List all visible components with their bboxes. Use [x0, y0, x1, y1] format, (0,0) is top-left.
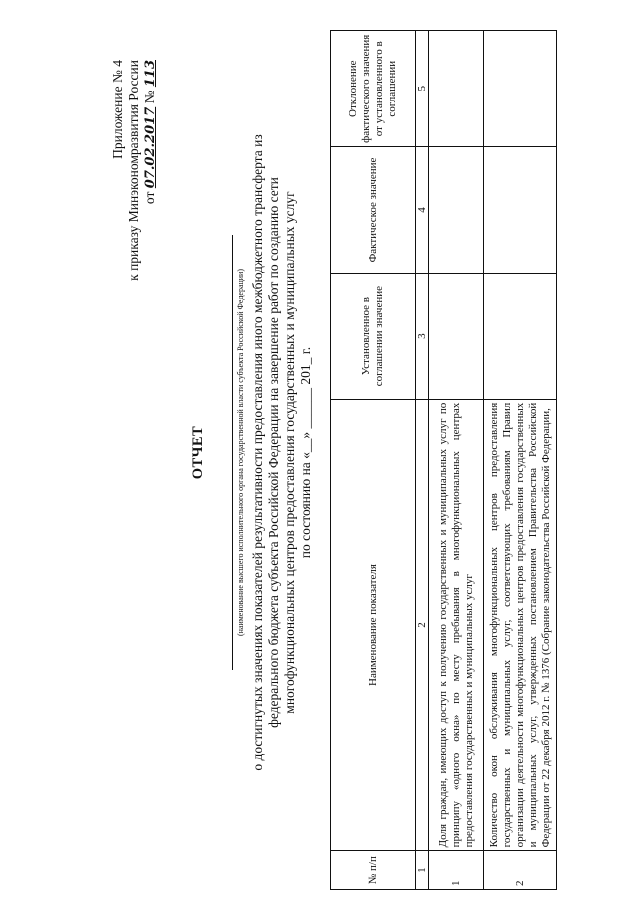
- row-actual-value: [484, 147, 557, 273]
- description-line-1: о достигнутых значениях показателей результативности предоставления иного межбюджетного трансферта из: [250, 134, 265, 771]
- header-planned-value: Установленное в соглашении значение: [331, 273, 416, 399]
- indicators-table: [330, 30, 557, 890]
- header-number: № п/п: [331, 851, 416, 890]
- description-line-3: многофункциональных центров предоставления государственных и муниципальных услуг: [282, 191, 297, 714]
- row-indicator-name: Доля граждан, имеющих доступ к получению государственных и муниципальных услуг по принципу «одного окна» по месту пребывания в многофункциональных центрах предоставления государственных и муниципальных услуг: [429, 399, 484, 851]
- table-row: [484, 31, 557, 890]
- row-deviation: [429, 31, 484, 147]
- column-index: 3: [416, 273, 429, 399]
- description-line-4: по состоянию на «__» ______ 201_ г.: [298, 346, 313, 559]
- handwritten-date: 07.02.2017: [143, 106, 158, 189]
- appendix-title: Приложение № 4: [110, 60, 125, 159]
- report-title: ОТЧЕТ: [190, 425, 206, 480]
- header-indicator-name: Наименование показателя: [331, 399, 416, 851]
- number-prefix: №: [142, 90, 157, 104]
- table-row: [429, 31, 484, 890]
- handwritten-number: 113: [143, 60, 158, 88]
- date-prefix: от: [142, 191, 157, 205]
- row-deviation: [484, 31, 557, 147]
- table-header-row: [331, 31, 416, 890]
- column-index: 2: [416, 399, 429, 851]
- column-index: 4: [416, 147, 429, 273]
- row-indicator-name: Количество окон обслуживания многофункциональных центров предоставления государственных и муниципальных услуг, соответствующих требованиям Правил организации деятельности многофункциональных центров предоставления государственных и муниципальных услуг, утвержденных постановлением Правительства Российской Федерации от 22 декабря 2012 г. № 1376 (Собрание законодательства Российской Федерации,: [484, 399, 557, 851]
- org-name-underline: [232, 235, 233, 670]
- column-index: 5: [416, 31, 429, 147]
- row-number: 1: [429, 851, 484, 890]
- row-planned-value: [429, 273, 484, 399]
- appendix-block: [110, 60, 159, 360]
- row-actual-value: [429, 147, 484, 273]
- header-deviation: Отклонение фактического значения от установленного в соглашении: [331, 31, 416, 147]
- report-description: [250, 0, 314, 905]
- row-planned-value: [484, 273, 557, 399]
- header-actual-value: Фактическое значение: [331, 147, 416, 273]
- column-index: 1: [416, 851, 429, 890]
- appendix-order-ref: к приказу Минэкономразвития России: [126, 60, 141, 281]
- appendix-date-line: [142, 60, 159, 360]
- column-index-row: [416, 31, 429, 890]
- description-line-2: федерального бюджета субъекта Российской Федерации на завершение работ по созданию сети: [266, 177, 281, 728]
- row-number: 2: [484, 851, 557, 890]
- org-name-caption: (наименование высшего исполнительного органа государственной власти субъекта Российской Федерации): [236, 268, 245, 637]
